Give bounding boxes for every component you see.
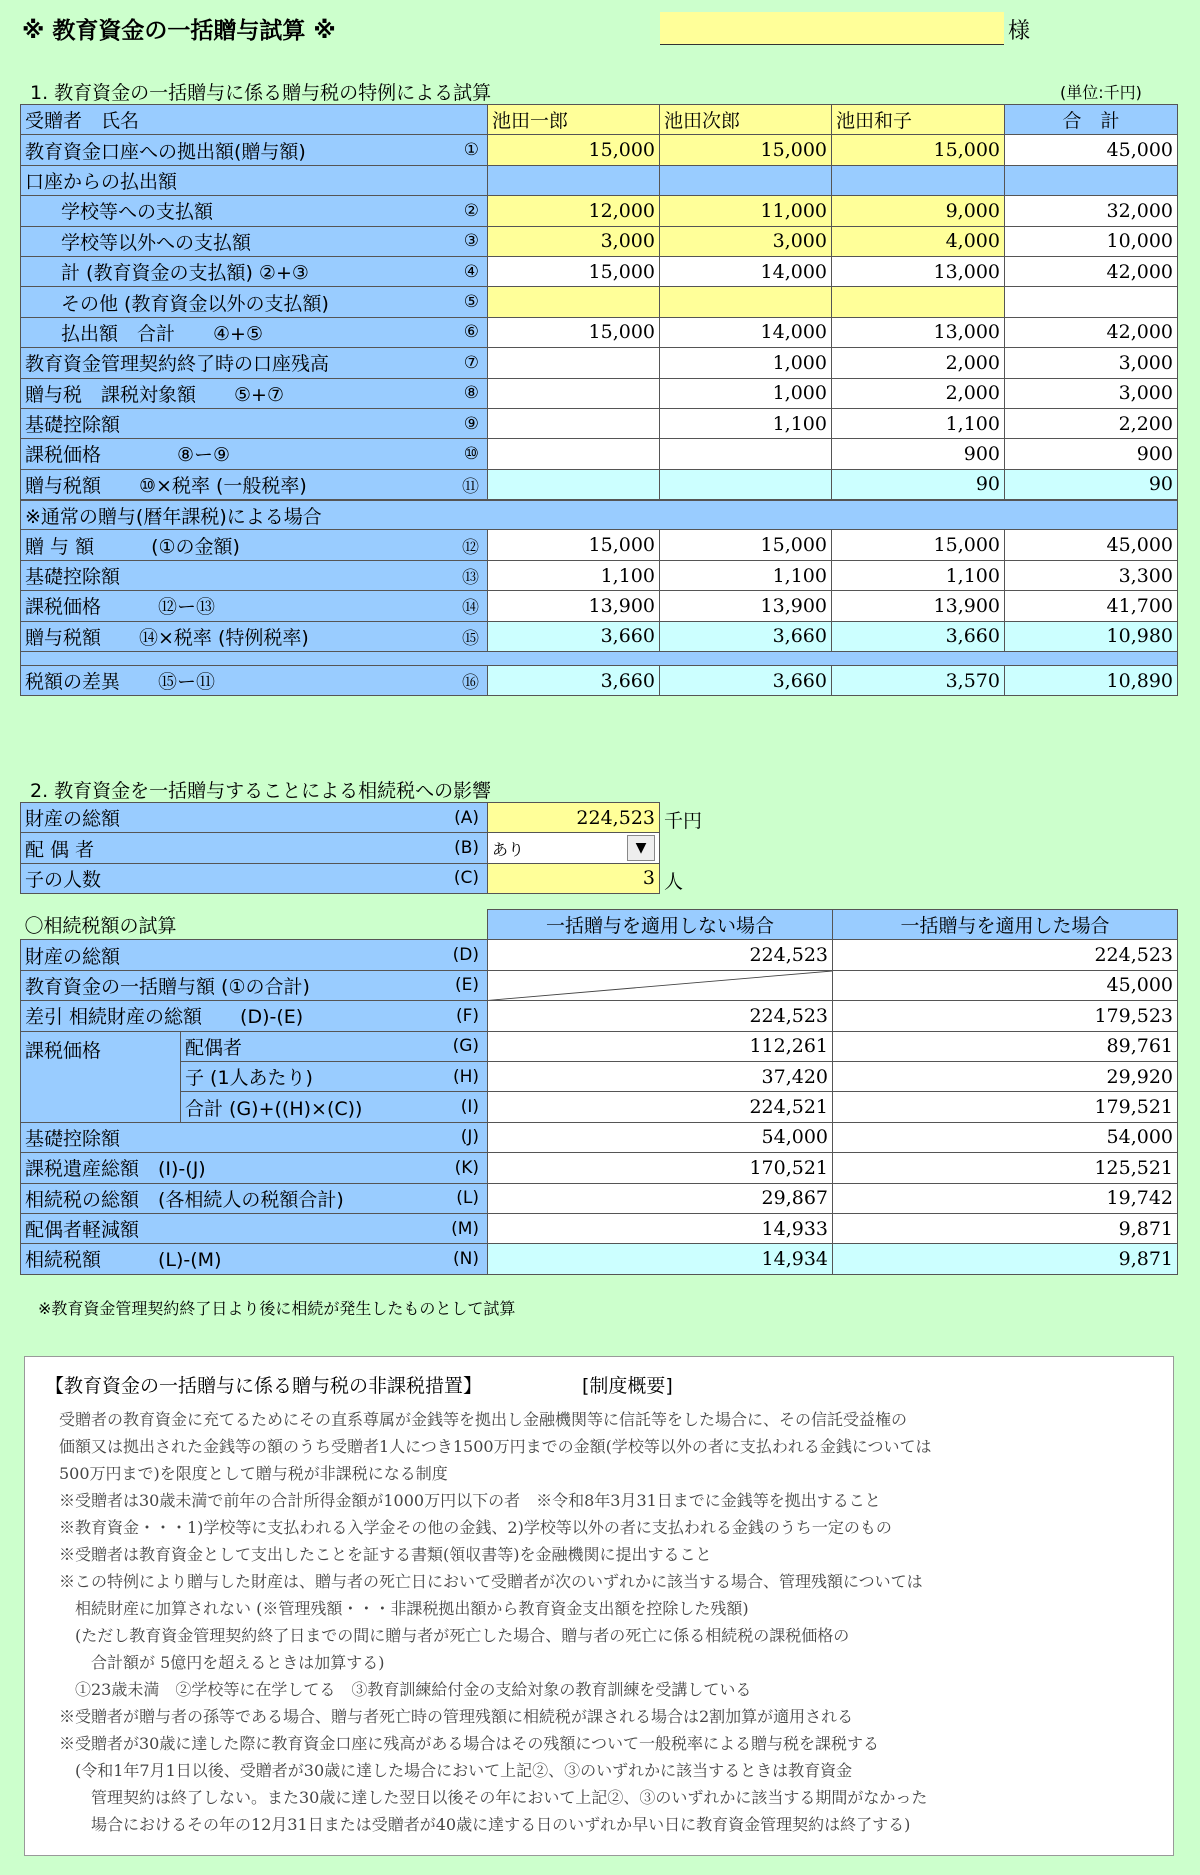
cell-without: 170,521 <box>488 1153 833 1183</box>
row-code: (A) <box>454 807 479 828</box>
cell-input[interactable]: 15,000 <box>488 135 660 165</box>
cell-input[interactable]: 12,000 <box>488 196 660 226</box>
table-row <box>21 1244 1178 1274</box>
table-row <box>21 666 1178 696</box>
cell-value: 3,660 <box>660 621 832 651</box>
taxable-label: 課税価格 <box>21 1031 181 1122</box>
notes-line: ※受贈者は30歳未満で前年の合計所得金額が1000万円以下の者 ※令和8年3月31日までに金銭等を拠出すること <box>59 1491 881 1510</box>
cell-total: 10,980 <box>1005 621 1178 651</box>
cell-value <box>488 348 660 378</box>
cell-without: 14,934 <box>488 1244 833 1274</box>
cell-value: 13,000 <box>832 256 1005 286</box>
row-label: 計 (教育資金の支払額) ②+③ <box>61 262 309 285</box>
cell-with: 9,871 <box>833 1244 1178 1274</box>
cell-input[interactable]: 9,000 <box>832 196 1005 226</box>
cell-value: 15,000 <box>832 530 1005 560</box>
row-code: ⑫ <box>462 537 479 558</box>
cell-input[interactable]: 15,000 <box>660 135 832 165</box>
notes-line: ※この特例により贈与した財産は、贈与者の死亡日において受贈者が次のいずれかに該当する場合、管理残額については <box>59 1572 923 1591</box>
notes-box <box>24 1356 1174 1856</box>
table-row <box>21 256 1178 286</box>
cell-input[interactable] <box>660 287 832 317</box>
person-name-2[interactable]: 池田次郎 <box>660 105 832 135</box>
row-code: ⑬ <box>462 568 479 589</box>
table-row <box>21 135 1178 165</box>
cell-value: 14,000 <box>660 256 832 286</box>
row-label: 課税価格 ⑧ー⑨ <box>25 444 231 467</box>
cell-with: 29,920 <box>833 1061 1178 1091</box>
table-row <box>21 970 1178 1000</box>
cell-total: 10,890 <box>1005 666 1178 696</box>
total-header: 合 計 <box>1005 105 1178 135</box>
children-count-input[interactable]: 3 <box>488 863 660 893</box>
row-label: 基礎控除額 <box>25 1127 121 1150</box>
row-code: (I) <box>460 1097 480 1118</box>
notes-line: ※受贈者は教育資金として支出したことを証する書類(領収書等)を金融機関に提出すること <box>59 1545 712 1564</box>
cell-value <box>660 439 832 469</box>
cell-total: 900 <box>1005 439 1178 469</box>
cell-value: 2,000 <box>832 348 1005 378</box>
row-label: 子の人数 <box>25 868 102 891</box>
table-row <box>21 500 1178 530</box>
cell-value: 1,000 <box>660 378 832 408</box>
spouse-select-value: あり <box>492 839 525 859</box>
notes-line: (ただし教育資金管理契約終了日までの間に贈与者が死亡した場合、贈与者の死亡に係る相続税の課税価格の <box>59 1626 850 1645</box>
row-label: 基礎控除額 <box>25 566 121 589</box>
row-label: 配偶者軽減額 <box>25 1219 140 1242</box>
row-label: 税額の差異 ⑮ー⑪ <box>25 671 216 694</box>
cell-total: 45,000 <box>1005 530 1178 560</box>
cell-with: 179,523 <box>833 1001 1178 1031</box>
children-unit: 人 <box>664 871 684 893</box>
notes-line: 管理契約は終了しない。また30歳に達した翌日以後その年において上記②、③のいずれかに該当する期間がなかった <box>59 1788 928 1807</box>
calc-heading: 〇相続税額の試算 <box>24 914 177 937</box>
row-label: 教育資金口座への拠出額(贈与額) <box>25 140 306 163</box>
cell-with: 9,871 <box>833 1213 1178 1243</box>
cell-input[interactable]: 15,000 <box>832 135 1005 165</box>
cell-total: 3,000 <box>1005 378 1178 408</box>
row-code: (J) <box>460 1127 480 1148</box>
recipient-name-input[interactable] <box>660 12 1004 45</box>
row-label: その他 (教育資金以外の支払額) <box>61 292 329 315</box>
table-row <box>21 1001 1178 1031</box>
table-row <box>21 1213 1178 1243</box>
cell-input[interactable] <box>832 287 1005 317</box>
row-code: (G) <box>452 1036 480 1057</box>
table-row <box>21 378 1178 408</box>
notes-line: 合計額が 5億円を超えるときは加算する) <box>59 1653 385 1672</box>
row-code: (L) <box>456 1188 480 1209</box>
row-label: 教育資金の一括贈与額 (①の合計) <box>25 975 310 998</box>
table-row <box>21 287 1178 317</box>
cell-total: 41,700 <box>1005 591 1178 621</box>
row-label: 差引 相続財産の総額 (D)-(E) <box>25 1006 304 1029</box>
table-row <box>21 317 1178 347</box>
table-row <box>21 439 1178 469</box>
row-code: ⑨ <box>463 413 479 434</box>
table-row <box>21 1092 1178 1122</box>
table-row <box>21 348 1178 378</box>
row-code: ⑯ <box>462 673 479 694</box>
cell-without: 54,000 <box>488 1122 833 1152</box>
cell-value: 1,100 <box>832 408 1005 438</box>
cell-value <box>488 408 660 438</box>
cell-with: 125,521 <box>833 1153 1178 1183</box>
row-code: ⑩ <box>463 443 479 464</box>
row-label: 子 (1人あたり) <box>185 1067 313 1090</box>
cell-value <box>488 378 660 408</box>
table-row <box>21 940 1178 970</box>
row-code: (H) <box>452 1066 480 1087</box>
cell-value: 13,900 <box>488 591 660 621</box>
table-row <box>21 1061 1178 1091</box>
row-label: 学校等以外への支払額 <box>61 231 252 254</box>
row-code: (N) <box>453 1248 480 1269</box>
assets-unit: 千円 <box>664 810 703 832</box>
row-code: ⑭ <box>462 598 479 619</box>
notes-line: (令和1年7月1日以後、受贈者が30歳に達した場合において上記②、③のいずれかに該当するときは教育資金 <box>59 1761 853 1780</box>
row-label: 相続税額 (L)-(M) <box>25 1249 222 1272</box>
cell-value: 1,100 <box>660 408 832 438</box>
cell-total: 45,000 <box>1005 135 1178 165</box>
gift-tax-table <box>20 104 1178 696</box>
cell-without: 224,523 <box>488 940 833 970</box>
header-label: 受贈者 氏名 <box>21 105 488 135</box>
row-label: 財産の総額 <box>25 945 121 968</box>
section1-heading: 1. 教育資金の一括贈与に係る贈与税の特例による試算 <box>30 82 492 104</box>
notes-line: 相続財産に加算されない (※管理残額・・・非課税拠出額から教育資金支出額を控除した残額) <box>59 1599 749 1618</box>
table-row <box>21 560 1178 590</box>
cell-value: 3,660 <box>832 621 1005 651</box>
cell-value: 90 <box>832 469 1005 499</box>
table-row <box>21 1183 1178 1213</box>
cell-value <box>660 469 832 499</box>
row-label: 贈与税 課税対象額 ⑤+⑦ <box>25 383 284 406</box>
page-title: ※ 教育資金の一括贈与試算 ※ <box>22 18 336 44</box>
row-code: (M) <box>451 1218 480 1239</box>
diagonal-line <box>488 971 832 1000</box>
row-code: ⑦ <box>463 352 479 373</box>
table-row <box>21 591 1178 621</box>
cell-value: 15,000 <box>660 530 832 560</box>
cell-input[interactable] <box>488 287 660 317</box>
row-label: 贈 与 額 (①の金額) <box>25 535 240 558</box>
cell-total: 2,200 <box>1005 408 1178 438</box>
cell-total: 10,000 <box>1005 226 1178 256</box>
notes-body <box>45 1406 1153 1838</box>
row-label: 課税価格 ⑫ー⑬ <box>25 596 216 619</box>
cell-total: 3,000 <box>1005 348 1178 378</box>
row-label: 配 偶 者 <box>25 838 95 861</box>
header-row <box>21 910 1178 940</box>
spouse-select[interactable] <box>488 833 660 863</box>
cell-without: 37,420 <box>488 1061 833 1091</box>
cell-value: 3,660 <box>488 621 660 651</box>
notes-line: 500万円まで)を限度として贈与税が非課税になる制度 <box>59 1464 448 1483</box>
table-row <box>21 165 1178 195</box>
normal-gift-heading: ※通常の贈与(暦年課税)による場合 <box>21 500 1178 530</box>
cell-value: 1,100 <box>660 560 832 590</box>
cell-total: 90 <box>1005 469 1178 499</box>
table-row <box>21 1031 1178 1061</box>
table-row <box>21 408 1178 438</box>
table-row <box>21 803 660 833</box>
person-name-3[interactable]: 池田和子 <box>832 105 1005 135</box>
cell-input[interactable]: 11,000 <box>660 196 832 226</box>
cell-without: 29,867 <box>488 1183 833 1213</box>
col-without-header: 一括贈与を適用しない場合 <box>488 910 833 940</box>
row-code: ② <box>463 200 479 221</box>
row-code: (B) <box>454 838 479 859</box>
notes-line: 場合におけるその年の12月31日または受贈者が40歳に達する日のいずれか早い日に教育資金管理契約は終了する) <box>59 1815 911 1834</box>
table-row <box>21 1153 1178 1183</box>
cell-value: 1,100 <box>488 560 660 590</box>
row-code: ③ <box>463 231 479 252</box>
notes-line: 受贈者の教育資金に充てるためにその直系尊属が金銭等を拠出し金融機関等に信託等をした場合に、その信託受益権の <box>59 1410 908 1429</box>
calc-footnote: ※教育資金管理契約終了日より後に相続が発生したものとして試算 <box>38 1299 516 1318</box>
row-code: (D) <box>452 945 480 966</box>
cell-with: 19,742 <box>833 1183 1178 1213</box>
notes-line: ※受贈者が30歳に達した際に教育資金口座に残高がある場合はその残額について一般税率による贈与税を課税する <box>59 1734 880 1753</box>
row-label: 払出額 合計 ④+⑤ <box>61 322 263 345</box>
row-label: 相続税の総額 (各相続人の税額合計) <box>25 1188 344 1211</box>
notes-heading: 【教育資金の一括贈与に係る贈与税の非課税措置】 [制度概要] <box>45 1375 673 1397</box>
cell-without: 14,933 <box>488 1213 833 1243</box>
inheritance-calc-table <box>20 909 1178 1275</box>
cell-value: 3,660 <box>488 666 660 696</box>
cell-without: 224,521 <box>488 1092 833 1122</box>
cell-total: 3,300 <box>1005 560 1178 590</box>
cell-with: 54,000 <box>833 1122 1178 1152</box>
cell-value: 1,100 <box>832 560 1005 590</box>
notes-subheading: [制度概要] <box>582 1375 673 1397</box>
col-with-header: 一括贈与を適用した場合 <box>833 910 1178 940</box>
row-code: (F) <box>455 1005 480 1026</box>
row-label: 口座からの払出額 <box>21 165 488 195</box>
row-code: (K) <box>454 1157 480 1178</box>
row-code: (E) <box>455 975 480 996</box>
row-code: ⑤ <box>463 292 479 313</box>
table-row <box>21 196 1178 226</box>
cell-without: 112,261 <box>488 1031 833 1061</box>
table-row <box>21 833 660 863</box>
row-label: 課税遺産総額 (I)-(J) <box>25 1158 206 1181</box>
cell-total: 32,000 <box>1005 196 1178 226</box>
notes-line: 価額又は拠出された金銭等の額のうち受贈者1人につき1500万円までの金額(学校等以外の者に支払われる金銭については <box>59 1437 932 1456</box>
table-row <box>21 530 1178 560</box>
cell-value: 13,900 <box>832 591 1005 621</box>
cell-without-na <box>488 970 833 1000</box>
cell-with: 45,000 <box>833 970 1178 1000</box>
cell-value: 15,000 <box>488 317 660 347</box>
cell-value: 3,570 <box>832 666 1005 696</box>
cell-value: 13,000 <box>832 317 1005 347</box>
row-label: 贈与税額 ⑭×税率 (特例税率) <box>25 626 309 649</box>
table-row <box>21 226 1178 256</box>
row-label: 配偶者 <box>185 1036 243 1059</box>
cell-value: 15,000 <box>488 256 660 286</box>
row-label: 基礎控除額 <box>25 414 121 437</box>
cell-value: 13,900 <box>660 591 832 621</box>
table-row <box>21 863 660 893</box>
cell-value: 900 <box>832 439 1005 469</box>
cell-with: 89,761 <box>833 1031 1178 1061</box>
inheritance-input-table <box>20 802 660 894</box>
cell-value <box>488 469 660 499</box>
dropdown-arrow-icon[interactable]: ▼ <box>627 835 655 861</box>
row-label: 教育資金管理契約終了時の口座残高 <box>25 353 330 376</box>
table-row <box>21 1122 1178 1152</box>
row-code: ④ <box>463 261 479 282</box>
unit-label: (単位:千円) <box>1060 83 1142 102</box>
total-assets-input[interactable]: 224,523 <box>488 803 660 833</box>
person-name-1[interactable]: 池田一郎 <box>488 105 660 135</box>
row-label: 学校等への支払額 <box>61 201 214 224</box>
notes-line: ※教育資金・・・1)学校等に支払われる入学金その他の金銭、2)学校等以外の者に支払われる金銭のうち一定のもの <box>59 1518 892 1537</box>
table-row <box>21 469 1178 499</box>
section2-heading: 2. 教育資金を一括贈与することによる相続税への影響 <box>30 780 492 802</box>
cell-value: 1,000 <box>660 348 832 378</box>
cell-value: 3,660 <box>660 666 832 696</box>
cell-value: 14,000 <box>660 317 832 347</box>
cell-input[interactable]: 3,000 <box>660 226 832 256</box>
row-label: 合計 (G)+((H)×(C)) <box>185 1097 363 1120</box>
cell-total: 42,000 <box>1005 256 1178 286</box>
row-code: ① <box>463 140 479 161</box>
cell-without: 224,523 <box>488 1001 833 1031</box>
cell-total <box>1005 287 1178 317</box>
cell-value: 15,000 <box>488 530 660 560</box>
honorific-label: 様 <box>1008 19 1031 44</box>
header-row <box>21 105 1178 135</box>
row-code: (C) <box>453 868 479 889</box>
row-label: 贈与税額 ⑩×税率 (一般税率) <box>25 474 307 497</box>
table-row <box>21 621 1178 651</box>
notes-line: ※受贈者が贈与者の孫等である場合、贈与者死亡時の管理残額に相続税が課される場合は2割加算が適用される <box>59 1707 854 1726</box>
cell-input[interactable]: 4,000 <box>832 226 1005 256</box>
row-code: ⑥ <box>463 322 479 343</box>
row-code: ⑧ <box>463 383 479 404</box>
cell-with: 224,523 <box>833 940 1178 970</box>
row-code: ⑮ <box>462 628 479 649</box>
cell-value <box>488 439 660 469</box>
cell-total: 42,000 <box>1005 317 1178 347</box>
cell-value: 2,000 <box>832 378 1005 408</box>
cell-with: 179,521 <box>833 1092 1178 1122</box>
cell-input[interactable]: 3,000 <box>488 226 660 256</box>
notes-line: ①23歳未満 ②学校等に在学してる ③教育訓練給付金の支給対象の教育訓練を受講している <box>59 1680 752 1699</box>
row-code: ⑪ <box>462 476 479 497</box>
row-label: 財産の総額 <box>25 808 121 831</box>
